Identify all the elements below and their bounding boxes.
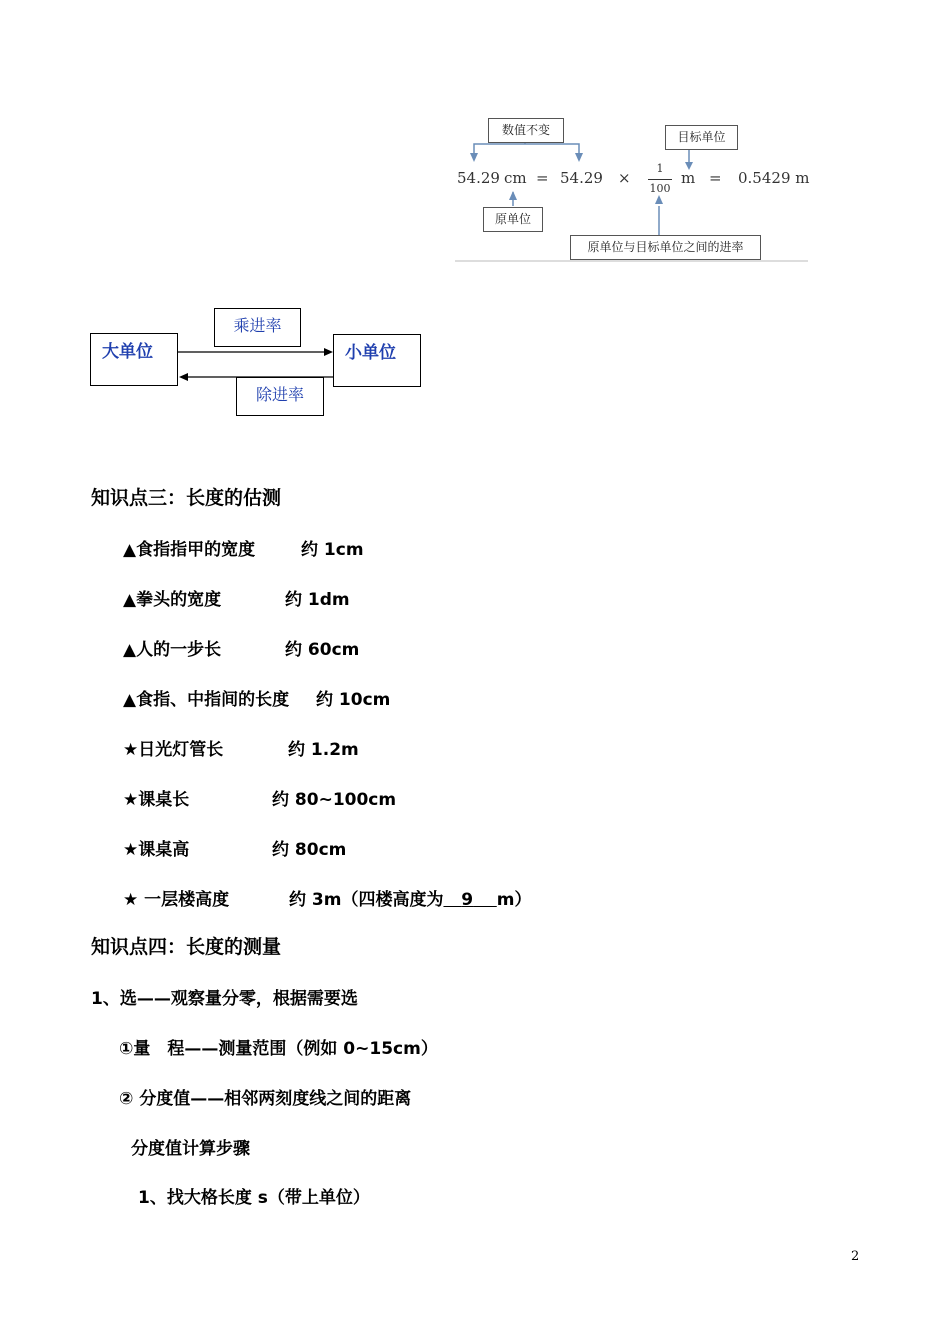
estimate-item-value: 约 80~100cm — [272, 790, 397, 810]
answer-value: 9 — [461, 890, 474, 910]
section3-title: 知识点三：长度的估测 — [91, 487, 282, 509]
estimate-item-label: ★日光灯管长 — [123, 740, 224, 760]
result-value: 0.5429 m — [738, 169, 810, 187]
equals-sign-2: = — [709, 169, 722, 187]
section4-title: 知识点四：长度的测量 — [91, 936, 282, 958]
estimate-item-label: ★课桌高 — [123, 840, 190, 860]
lhs-value: 54.29 — [457, 169, 500, 187]
original-unit-label: 原单位 — [483, 207, 543, 232]
page-number: 2 — [851, 1249, 860, 1264]
estimate-item-value: 约 1cm — [301, 540, 364, 560]
estimate-item — [123, 585, 350, 610]
left-arrowhead — [179, 373, 188, 381]
conversion-rate-label: 原单位与目标单位之间的进率 — [570, 235, 761, 260]
fraction-numerator: 1 — [656, 162, 664, 175]
times-sign: × — [618, 169, 631, 187]
range-item: ①量 程——测量范围（例如 0~15cm） — [119, 1039, 438, 1059]
big-unit-box: 大单位 — [90, 333, 178, 386]
target-unit-label: 目标单位 — [665, 125, 738, 150]
estimate-item-value: 约 1dm — [285, 590, 350, 610]
fraction-bar — [648, 179, 672, 180]
estimate-item — [123, 635, 360, 660]
estimate-item-label: ▲人的一步长 — [123, 640, 222, 660]
equals-sign: = — [536, 169, 549, 187]
estimate-item-value: 约 10cm — [316, 690, 391, 710]
rhs-unit: m — [681, 169, 696, 187]
floor-height-unit: m） — [496, 890, 532, 910]
estimate-item-label: ▲拳头的宽度 — [123, 590, 222, 610]
estimate-item — [123, 735, 359, 760]
select-step: 1、选——观察量分零，根据需要选 — [91, 989, 358, 1009]
estimate-item-value: 约 80cm — [272, 840, 347, 860]
estimate-item-label: ▲食指指甲的宽度 — [123, 540, 256, 560]
multiply-rate-box: 乘进率 — [214, 308, 301, 347]
calc-steps-title: 分度值计算步骤 — [131, 1139, 250, 1159]
unit-diagram-arrows — [178, 340, 334, 385]
estimate-item-value: 约 60cm — [285, 640, 360, 660]
estimate-item — [123, 685, 391, 710]
fraction-denominator: 100 — [649, 182, 671, 195]
estimate-item-value — [289, 885, 531, 910]
estimate-item-label: ★课桌长 — [123, 790, 190, 810]
estimate-item — [123, 785, 397, 810]
estimate-item-label: ★ 一层楼高度 — [123, 890, 230, 910]
estimate-item — [123, 835, 347, 860]
floor-height-text: 约 3m（四楼高度为 — [289, 890, 444, 910]
estimate-item — [123, 535, 364, 560]
estimate-item-label: ▲食指、中指间的长度 — [123, 690, 290, 710]
small-unit-box: 小单位 — [333, 334, 421, 387]
estimate-item-value: 约 1.2m — [288, 740, 359, 760]
mid-value: 54.29 — [560, 169, 603, 187]
division-value-item: ② 分度值——相邻两刻度线之间的距离 — [119, 1089, 412, 1109]
lhs-unit: cm — [504, 169, 527, 187]
estimate-item — [123, 885, 532, 910]
divide-rate-box: 除进率 — [236, 377, 324, 416]
calc-step-1: 1、找大格长度 s（带上单位） — [138, 1188, 370, 1208]
right-arrowhead — [324, 348, 333, 356]
answer-blank — [443, 890, 496, 910]
value-unchanged-label: 数值不变 — [488, 118, 564, 143]
